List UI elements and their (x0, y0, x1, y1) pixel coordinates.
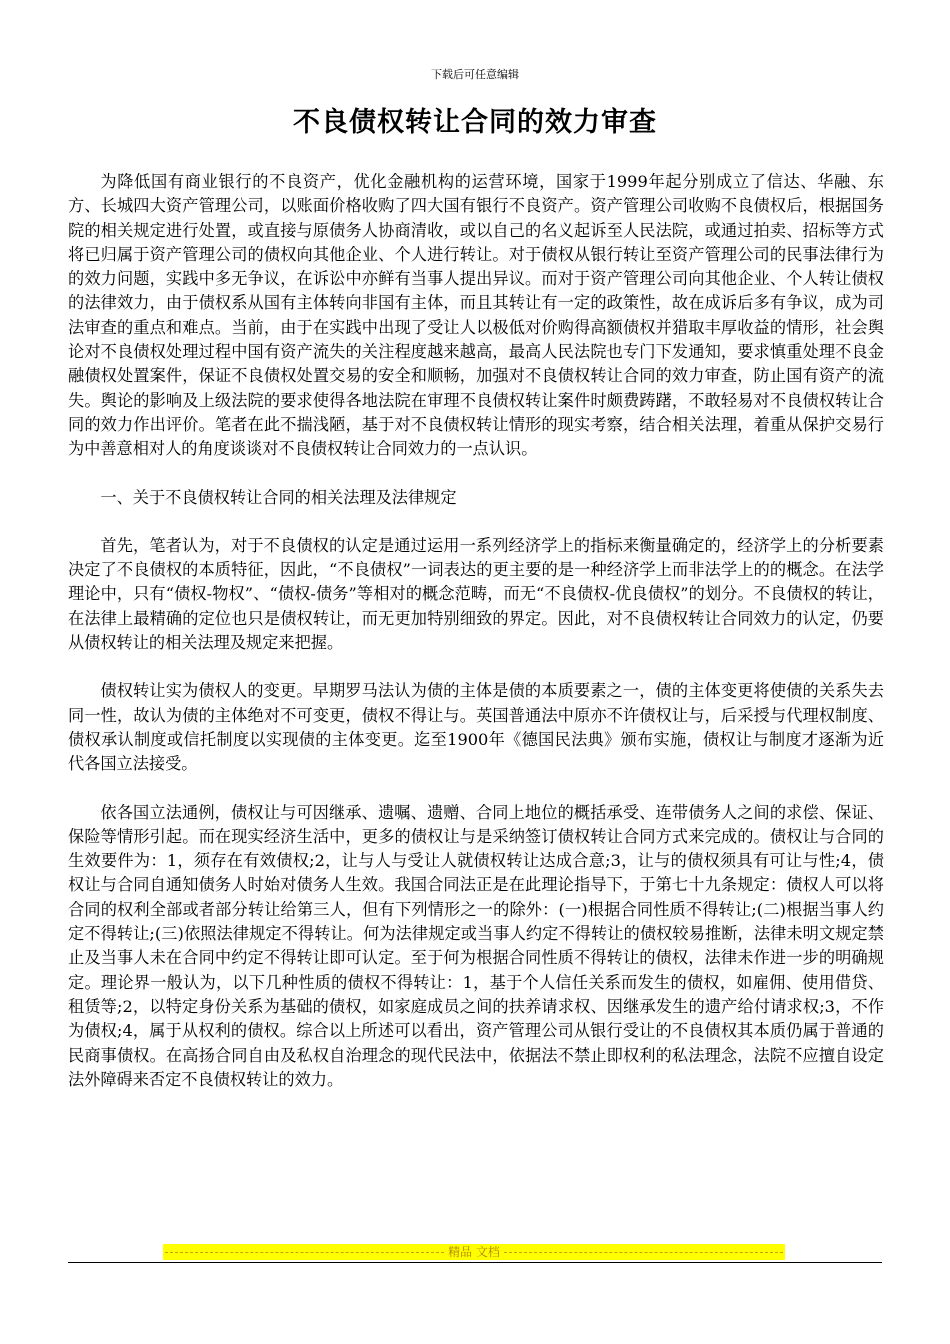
section-heading-1: 一、关于不良债权转让合同的相关法理及法律规定 (100, 487, 457, 507)
document-body (68, 170, 884, 1116)
footer-dash-right (504, 1252, 783, 1253)
footer-banner (163, 1244, 785, 1260)
paragraph-3: 依各国立法通例，债权让与可因继承、遗嘱、遗赠、合同上地位的概括承受、连带债务人之间的求偿、保证、保险等情形引起。而在现实经济生活中，更多的债权让与是采纳签订债权转让合同方式来完成的。债权让与合同的生效要件为：1，须存在有效债权;2，让与人与受让人就债权转让达成合意;3，让与的债权须具有可让与性;4，债权让与合同自通知债务人时始对债务人生效。我国合同法正是在此理论指导下，于第七十九条规定：债权人可以将合同的权利全部或者部分转让给第三人，但有下列情形之一的除外：(一)根据合同性质不得转让;(二)根据当事人约定不得转让;(三)依照法律规定不得转让。何为法律规定或当事人约定不得转让的债权较易推断，法律未明文规定禁止及当事人未在合同中约定不得转让即可认定。至于何为根据合同性质不得转让的债权，法律未作进一步的明确规定。理论界一般认为，以下几种性质的债权不得转让：1，基于个人信任关系而发生的债权，如雇佣、使用借贷、租赁等;2，以特定身份关系为基础的债权，如家庭成员之间的扶养请求权、因继承发生的遗产给付请求权;3，不作为债权;4，属于从权利的债权。综合以上所述可以看出，资产管理公司从银行受让的不良债权其本质仍属于普通的民商事债权。在高扬合同自由及私权自治理念的现代民法中，依据法不禁止即权利的私法理念，法院不应擅自设定法外障碍来否定不良债权转让的效力。 (68, 802, 884, 1089)
header-note: 下载后可任意编辑 (431, 68, 519, 81)
footer-divider (68, 1262, 882, 1263)
document-title: 不良债权转让合同的效力审查 (293, 107, 657, 138)
paragraph-intro: 为降低国有商业银行的不良资产，优化金融机构的运营环境，国家于1999年起分别成立了信达、华融、东方、长城四大资产管理公司，以账面价格收购了四大国有银行不良资产。资产管理公司收购不良债权后，根据国务院的相关规定进行处置，或直接与原债务人协商清收，或以自己的名义起诉至人民法院，或通过拍卖、招标等方式将已归属于资产管理公司的债权向其他企业、个人进行转让。对于债权从银行转让至资产管理公司的民事法律行为的效力问题，实践中多无争议，在诉讼中亦鲜有当事人提出异议。而对于资产管理公司向其他企业、个人转让债权的法律效力，由于债权系从国有主体转向非国有主体，而且其转让有一定的政策性，故在成诉后多有争议，成为司法审查的重点和难点。当前，由于在实践中出现了受让人以极低对价购得高额债权并猎取丰厚收益的情形，社会舆论对不良债权处理过程中国有资产流失的关注程度越来越高，最高人民法院也专门下发通知，要求慎重处理不良金融债权处置案件，保证不良债权处置交易的安全和顺畅，加强对不良债权转让合同的效力审查，防止国有资产的流失。舆论的影响及上级法院的要求使得各地法院在审理不良债权转让案件时颇费踌躇，不敢轻易对不良债权转让合同的效力作出评价。笔者在此不揣浅陋，基于对不良债权转让情形的现实考察，结合相关法理，着重从保护交易行为中善意相对人的角度谈谈对不良债权转让合同效力的一点认识。 (68, 172, 884, 459)
paragraph-1: 首先，笔者认为，对于不良债权的认定是通过运用一系列经济学上的指标来衡量确定的，经济学上的分析要素决定了不良债权的本质特征，因此，“不良债权”一词表达的更主要的是一种经济学上而非法学上的的概念。在法学理论中，只有“债权-物权”、“债权-债务”等相对的概念范畴，而无“不良债权-优良债权”的划分。不良债权的转让，在法律上最精确的定位也只是债权转让，而无更加特别细致的界定。因此，对不良债权转让合同效力的认定，仍要从债权转让的相关法理及规定来把握。 (68, 535, 884, 653)
footer-label: 精品 文档 (448, 1245, 500, 1259)
footer-dash-left (165, 1252, 444, 1253)
paragraph-2: 债权转让实为债权人的变更。早期罗马法认为债的主体是债的本质要素之一，债的主体变更将使债的关系失去同一性，故认为债的主体绝对不可变更，债权不得让与。英国普通法中原亦不许债权让与，后采授与代理权制度、债权承认制度或信托制度以实现债的主体变更。迄至1900年《德国民法典》颁布实施，债权让与制度才逐渐为近代各国立法接受。 (68, 681, 884, 774)
